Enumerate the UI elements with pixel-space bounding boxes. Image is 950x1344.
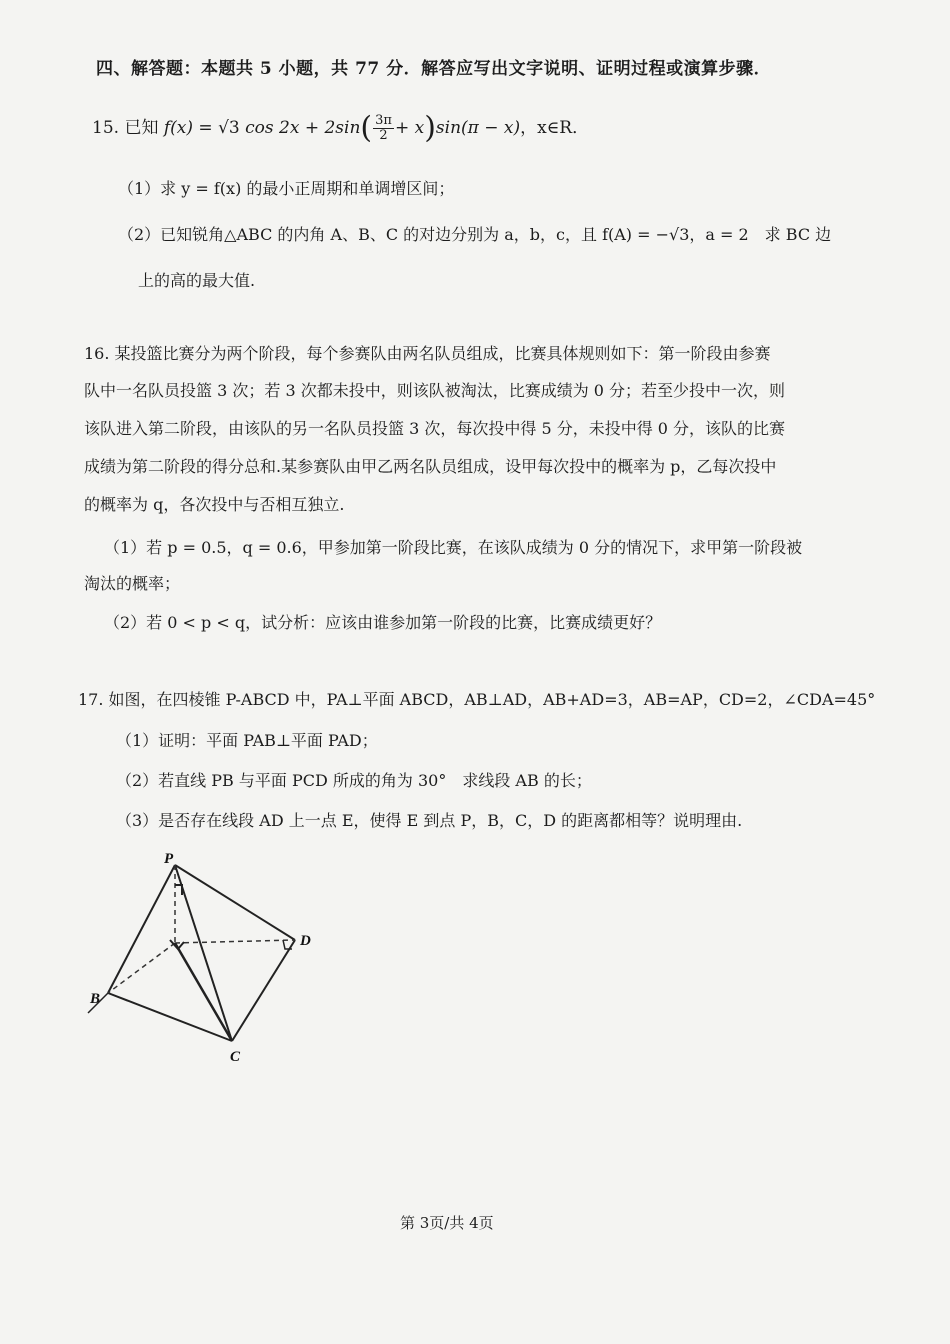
- q15-statement: [92, 110, 590, 146]
- edge-AD: [175, 940, 295, 943]
- pyramid-figure: [80, 845, 340, 1075]
- label-C: C: [230, 1049, 241, 1065]
- q15-part2-line1: （2）已知锐角△ABC 的内角 A、B、C 的对边分别为 a，b，c，且 f(A) = −√3，a = 2 求 BC 边: [118, 225, 832, 244]
- right-paren: ): [424, 110, 436, 146]
- q15-func-lhs: f(x) =: [163, 118, 219, 138]
- q16-line3: 该队进入第二阶段，由该队的另一名队员投篮 3 次，每次投中得 5 分，未投中得 0 分，该队的比赛: [84, 419, 786, 438]
- q15-number: 15.: [92, 118, 120, 138]
- q16-part1-line2: 淘汰的概率；: [84, 574, 181, 593]
- q17-statement: 17. 如图，在四棱锥 P-ABCD 中，PA⊥平面 ABCD，AB⊥AD，AB+AD=3，AB=AP，CD=2，∠CDA=45°: [78, 690, 876, 709]
- page-footer: 第 3页/共 4页: [400, 1214, 494, 1232]
- q15-part1: （1）求 y = f(x) 的最小正周期和单调增区间；: [118, 179, 455, 198]
- edge-BC: [108, 993, 232, 1041]
- section-heading: 四、解答题：本题共 5 小题，共 77 分．解答应写出文字说明、证明过程或演算步骤．: [96, 59, 772, 79]
- label-D: D: [300, 933, 311, 949]
- q16-line1: 16. 某投篮比赛分为两个阶段，每个参赛队由两名队员组成，比赛具体规则如下：第一阶段由参赛: [84, 344, 771, 363]
- fraction-numerator: 3π: [375, 113, 392, 128]
- q15-domain: ，x∈R．: [520, 118, 590, 138]
- q15-cos-term: cos 2x + 2sin: [245, 118, 361, 138]
- edge-AC: [175, 943, 232, 1041]
- edge-CD: [232, 940, 295, 1041]
- q15-intro: 已知: [124, 118, 159, 138]
- edge-PD: [175, 865, 295, 940]
- q16-line4: 成绩为第二阶段的得分总和.某参赛队由甲乙两名队员组成，设甲每次投中的概率为 p，乙每次投中: [84, 457, 777, 476]
- q17-part2: （2）若直线 PB 与平面 PCD 所成的角为 30° 求线段 AB 的长；: [116, 771, 592, 790]
- q15-part2-line2: 上的高的最大值.: [138, 271, 256, 290]
- q16-line2: 队中一名队员投篮 3 次；若 3 次都未投中，则该队被淘汰，比赛成绩为 0 分；若至少投中一次，则: [84, 381, 786, 400]
- left-paren: (: [360, 110, 373, 146]
- q16-line5: 的概率为 q，各次投中与否相互独立.: [84, 495, 345, 514]
- q17-part1: （1）证明：平面 PAB⊥平面 PAD；: [116, 731, 378, 750]
- edge-AB: [108, 943, 175, 993]
- label-P: P: [164, 851, 174, 867]
- q16-part2: （2）若 0 < p < q，试分析：应该由谁参加第一阶段的比赛，比赛成绩更好？: [104, 613, 662, 632]
- fraction-denominator: 2: [379, 128, 388, 143]
- edge-PC: [175, 865, 232, 1041]
- q15-sqrt3: √3: [218, 118, 240, 138]
- q15-sin-term: sin(π − x): [435, 118, 521, 138]
- q15-plus-x: + x: [394, 118, 425, 138]
- label-B: B: [90, 991, 101, 1007]
- q17-part3: （3）是否存在线段 AD 上一点 E，使得 E 到点 P，B，C，D 的距离都相等？说明理由.: [116, 811, 743, 830]
- edge-PB: [108, 865, 175, 993]
- q15-fraction: [373, 114, 394, 143]
- q16-part1-line1: （1）若 p = 0.5，q = 0.6，甲参加第一阶段比赛，在该队成绩为 0 分的情况下，求甲第一阶段被: [104, 538, 803, 557]
